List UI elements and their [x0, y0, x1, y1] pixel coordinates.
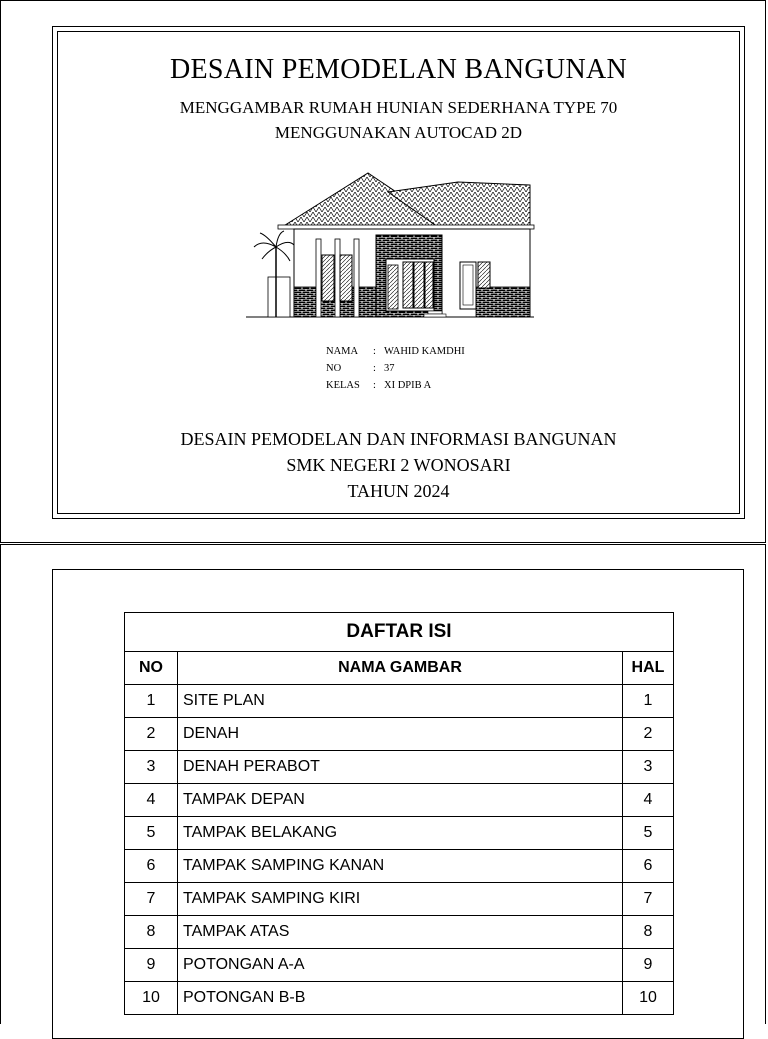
row-name: DENAH — [178, 718, 623, 751]
footer-year: TAHUN 2024 — [347, 481, 450, 501]
row-name: TAMPAK SAMPING KIRI — [178, 883, 623, 916]
row-name: POTONGAN B-B — [178, 982, 623, 1015]
row-page: 10 — [623, 982, 674, 1015]
row-name: POTONGAN A-A — [178, 949, 623, 982]
row-name: TAMPAK BELAKANG — [178, 817, 623, 850]
no-label: NO — [326, 363, 342, 374]
row-page: 9 — [623, 949, 674, 982]
table-row — [125, 883, 674, 916]
kelas-label: KELAS — [326, 380, 360, 391]
row-page: 4 — [623, 784, 674, 817]
row-no: 10 — [125, 982, 178, 1015]
kelas-value: XI DPIB A — [384, 380, 432, 391]
row-name: TAMPAK SAMPING KANAN — [178, 850, 623, 883]
row-no: 6 — [125, 850, 178, 883]
footer-program: DESAIN PEMODELAN DAN INFORMASI BANGUNAN — [180, 429, 617, 449]
nama-separator: : — [373, 346, 376, 357]
cover-title: DESAIN PEMODELAN BANGUNAN — [169, 54, 628, 85]
row-name: TAMPAK DEPAN — [178, 784, 623, 817]
row-page: 5 — [623, 817, 674, 850]
row-page: 1 — [623, 685, 674, 718]
header-no: NO — [125, 652, 178, 685]
row-name: TAMPAK ATAS — [178, 916, 623, 949]
table-row — [125, 718, 674, 751]
row-no: 1 — [125, 685, 178, 718]
row-name: SITE PLAN — [178, 685, 623, 718]
house-elevation-drawing — [238, 167, 538, 332]
info-row-nama — [326, 346, 465, 363]
row-no: 9 — [125, 949, 178, 982]
toc-frame — [52, 569, 744, 1039]
cover-subtitle-line1: MENGGAMBAR RUMAH HUNIAN SEDERHANA TYPE 70 — [179, 98, 618, 117]
row-no: 8 — [125, 916, 178, 949]
kelas-separator: : — [373, 380, 376, 391]
no-value: 37 — [384, 363, 395, 374]
table-row — [125, 850, 674, 883]
table-row — [125, 751, 674, 784]
nama-label: NAMA — [326, 346, 359, 357]
row-page: 3 — [623, 751, 674, 784]
toc-table — [124, 612, 674, 1015]
toc-page — [0, 544, 766, 1024]
no-separator: : — [373, 363, 376, 374]
row-no: 5 — [125, 817, 178, 850]
table-row — [125, 784, 674, 817]
row-name: DENAH PERABOT — [178, 751, 623, 784]
row-no: 4 — [125, 784, 178, 817]
row-page: 2 — [623, 718, 674, 751]
table-row — [125, 685, 674, 718]
row-no: 2 — [125, 718, 178, 751]
footer-school: SMK NEGERI 2 WONOSARI — [286, 455, 511, 475]
table-row — [125, 949, 674, 982]
header-page: HAL — [623, 652, 674, 685]
student-info — [326, 346, 465, 397]
table-row — [125, 916, 674, 949]
cover-frame — [52, 26, 745, 519]
toc-title: DAFTAR ISI — [125, 613, 674, 652]
row-page: 8 — [623, 916, 674, 949]
cover-inner-frame — [57, 31, 740, 514]
table-row — [125, 982, 674, 1015]
header-name: NAMA GAMBAR — [178, 652, 623, 685]
row-no: 3 — [125, 751, 178, 784]
nama-value: WAHID KAMDHI — [384, 346, 465, 357]
cover-subtitle-line2: MENGGUNAKAN AUTOCAD 2D — [274, 123, 523, 142]
row-page: 7 — [623, 883, 674, 916]
table-row — [125, 817, 674, 850]
row-page: 6 — [623, 850, 674, 883]
info-row-kelas — [326, 380, 465, 397]
info-row-no — [326, 363, 465, 380]
row-no: 7 — [125, 883, 178, 916]
